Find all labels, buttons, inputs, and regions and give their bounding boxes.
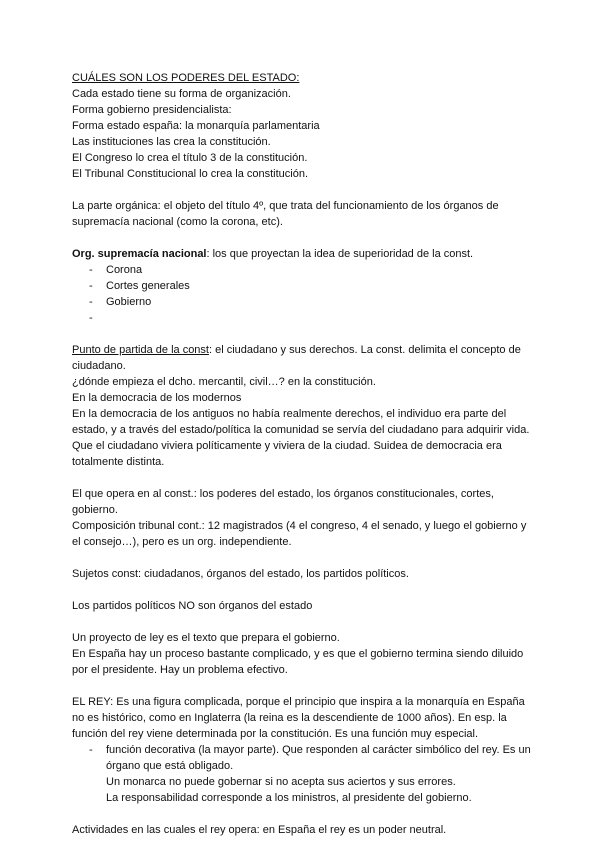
supremacia-label: Org. supremacía nacional [72,248,207,260]
spacer [72,614,532,630]
rey-subline: Un monarca no puede gobernar si no acepta sus aciertos y sus errores. [106,776,456,788]
punto-line: En la democracia de los modernos [72,392,242,404]
rey-paragraph: EL REY: Es una figura complicada, porque el principio que inspira a la monarquía en España no es histórico, como en Inglaterra (la reina es la descendiente de 1000 años). En esp. la función del rey viene determinada por la constitución. Es una función muy especial. [72,696,525,740]
punto-label: Punto de partida de la const [72,344,209,356]
document-title: CUÁLES SON LOS PODERES DEL ESTADO: [72,72,300,84]
spacer [72,806,532,822]
rey-subline: La responsabilidad corresponde a los ministros, al presidente del gobierno. [106,792,472,804]
supremacia-line [72,246,532,262]
proyecto-line: Un proyecto de ley es el texto que prepara el gobierno. [72,632,340,644]
spacer [72,678,532,694]
actividades-line: Actividades en las cuales el rey opera: en España el rey es un poder neutral. [72,824,447,836]
list-item: - Gobierno [89,296,152,308]
spacer [72,550,532,566]
spacer [72,230,532,246]
spacer [72,470,532,486]
document-page [72,70,532,838]
list-item: - Cortes generales [89,280,190,292]
antiguos-paragraph: En la democracia de los antiguos no había realmente derechos, el individuo era parte del estado, y a través del estado/política la comunidad se servía del ciudadano para adquirir vida. Que el ciudadano viviera políticamente y viviera de la ciudad. Suidea de democracia era totalmente distinta. [72,408,530,468]
rey-list [72,742,532,774]
supremacia-list [72,262,532,326]
punto-line: ¿dónde empieza el dcho. mercantil, civil…? en la constitución. [72,376,376,388]
punto-text: : el ciudadano y sus derechos. La const. delimita el concepto de ciudadano. [72,344,521,372]
supremacia-text: : los que proyectan la idea de superioridad de la const. [206,248,474,260]
spacer [72,182,532,198]
intro-line: Forma estado españa: la monarquía parlamentaria [72,120,320,132]
composicion-paragraph: Composición tribunal cont.: 12 magistrados (4 el congreso, 4 el senado, y luego el gobierno y el consejo…), pero es un org. independiente. [72,520,527,548]
intro-line: El Congreso lo crea el título 3 de la constitución. [72,152,308,164]
organica-paragraph: La parte orgánica: el objeto del título 4º, que trata del funcionamiento de los órganos de supremacía nacional (como la corona, etc). [72,200,499,228]
partidos-line: Los partidos políticos NO son órganos del estado [72,600,313,612]
punto-paragraph [72,342,532,374]
spacer [72,326,532,342]
intro-line: Cada estado tiene su forma de organización. [72,88,291,100]
list-item: - Corona [89,264,143,276]
list-item: - función decorativa (la mayor parte). Que responden al carácter simbólico del rey. Es un órgano que está obligado. [89,744,531,772]
intro-line: Las instituciones las crea la constitución. [72,136,271,148]
sujetos-line: Sujetos const: ciudadanos, órganos del estado, los partidos políticos. [72,568,409,580]
intro-line: Forma gobierno presidencialista: [72,104,232,116]
opera-paragraph: El que opera en al const.: los poderes del estado, los órganos constitucionales, cortes, gobierno. [72,488,494,516]
intro-line: El Tribunal Constitucional lo crea la constitución. [72,168,309,180]
spacer [72,582,532,598]
espana-paragraph: En España hay un proceso bastante complicado, y es que el gobierno termina siendo diluido por el presidente. Hay un problema efectivo. [72,648,524,676]
list-item: - [89,312,93,324]
